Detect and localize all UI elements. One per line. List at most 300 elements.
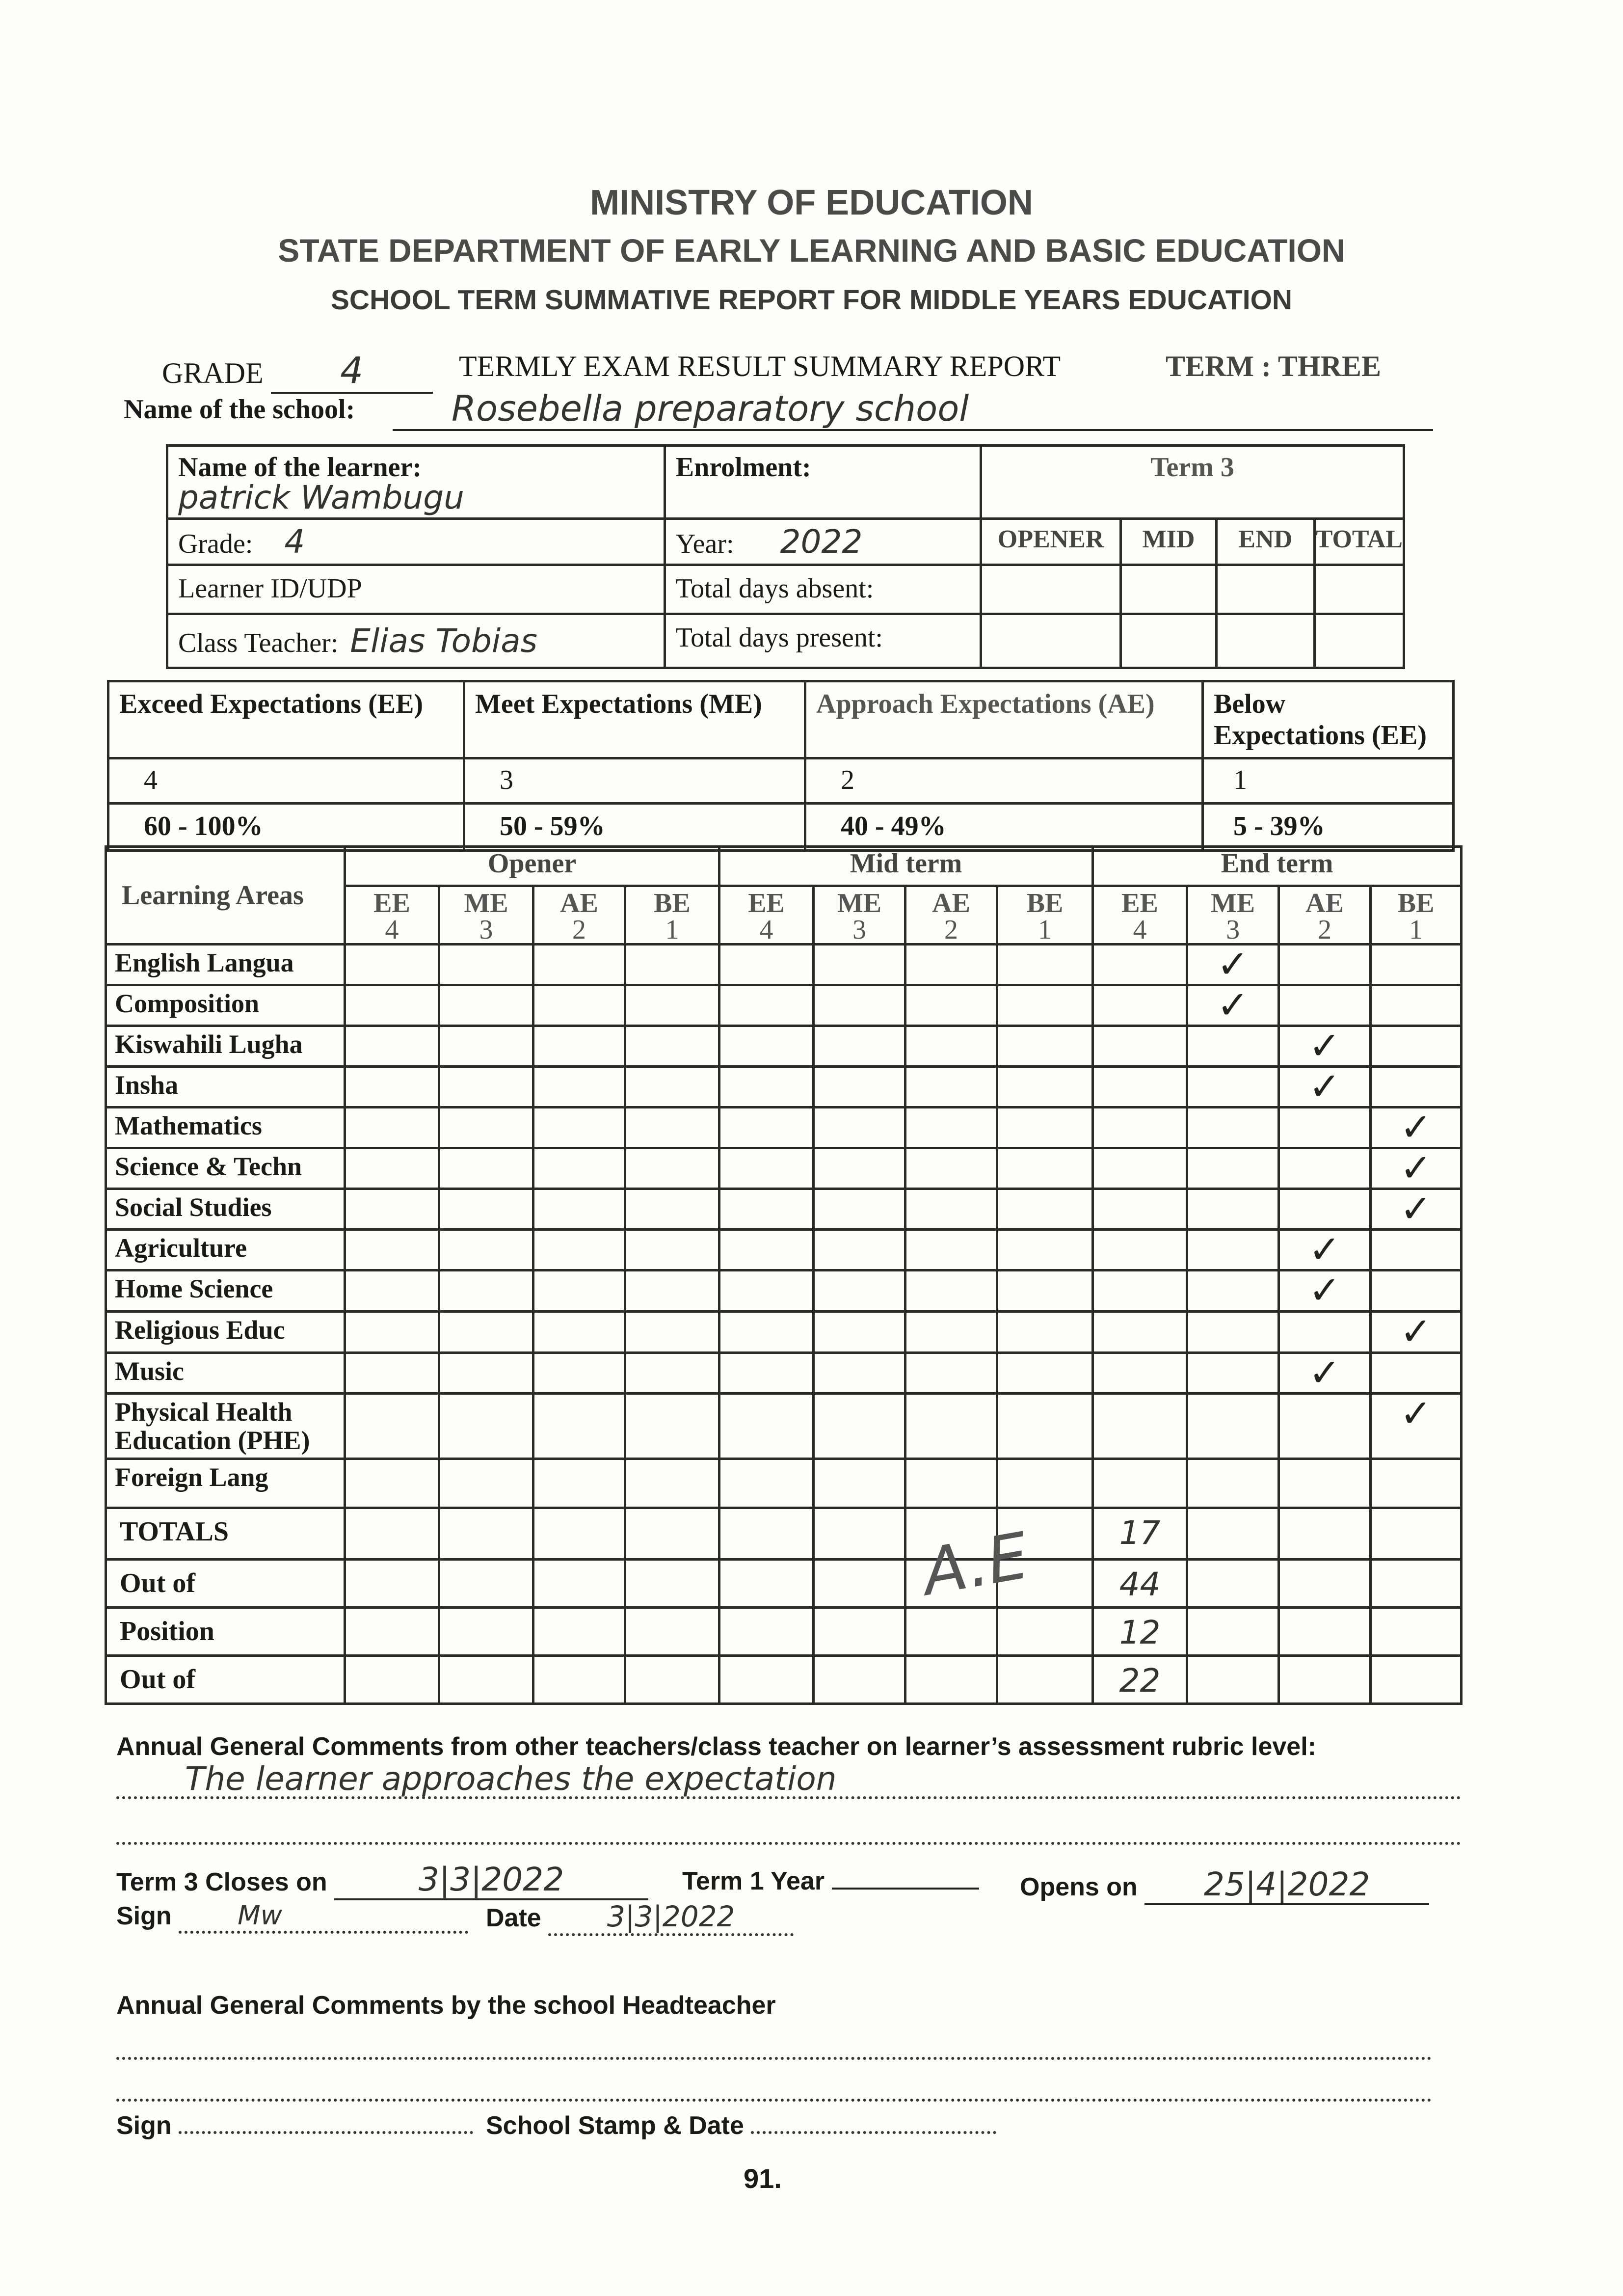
- grade-cell: [167, 519, 665, 565]
- mark-cell-mid-me: [814, 1189, 905, 1230]
- summary-row: [106, 1608, 1462, 1656]
- level-points: 4: [759, 915, 773, 945]
- mark-cell-opener-me: [439, 1148, 533, 1189]
- mark-cell-end-ae: [1279, 1459, 1371, 1508]
- period-opener: Opener: [487, 848, 577, 879]
- mark-cell-end-ae: [1279, 1107, 1371, 1148]
- subject-name-cell: [106, 1067, 345, 1107]
- summary-name-cell: [106, 1608, 345, 1656]
- level-points: 4: [385, 915, 399, 945]
- period-end: End term: [1221, 848, 1333, 879]
- head-sign-row: [116, 2111, 473, 2140]
- exp-score-cell-2: [805, 758, 1203, 804]
- exp-label-cell-3: [1203, 681, 1454, 758]
- term1-row: [682, 1863, 979, 1896]
- mark-cell-opener-me: [439, 1189, 533, 1230]
- tick-mark: ✓: [1400, 1187, 1432, 1231]
- summary-label: TERMLY EXAM RESULT SUMMARY REPORT: [459, 350, 1061, 382]
- mark-cell-opener-ee: [345, 1459, 439, 1508]
- summary-end-ee-value: 12: [1119, 1614, 1161, 1651]
- subject-name: Insha: [115, 1070, 179, 1100]
- mark-cell-opener-me: [439, 1107, 533, 1148]
- exp-range-0: 60 - 100%: [144, 811, 263, 841]
- mark-cell-mid-ee: [719, 1459, 814, 1508]
- mark-cell-end-ae: [1279, 985, 1371, 1026]
- summary-cell: [905, 1608, 997, 1656]
- end-present-cell: [1216, 614, 1314, 668]
- mark-cell-opener-be: [625, 985, 719, 1026]
- subject-name-cell: [106, 1189, 345, 1230]
- head-sign-label: Sign: [116, 2111, 172, 2140]
- mark-cell-opener-ee: [345, 1353, 439, 1394]
- mark-cell-end-me: [1187, 1148, 1279, 1189]
- mark-cell-end-me: [1187, 1312, 1279, 1353]
- subject-row: [106, 1230, 1462, 1270]
- mid-absent-cell: [1121, 565, 1217, 614]
- mark-cell-opener-ee: [345, 1312, 439, 1353]
- level-code: ME: [1210, 888, 1255, 918]
- summary-cell: [1279, 1608, 1371, 1656]
- summary-row: [106, 1560, 1462, 1608]
- exp-score-0: 4: [144, 765, 158, 795]
- summary-cell: [439, 1656, 533, 1704]
- mark-cell-end-me: [1187, 1230, 1279, 1270]
- learner-name-label: Name of the learner:: [178, 452, 422, 483]
- exp-score-cell-0: [108, 758, 464, 804]
- mark-cell-opener-ae: [533, 1067, 625, 1107]
- mark-cell-mid-me: [814, 1270, 905, 1312]
- summary-cell: [814, 1656, 905, 1704]
- exp-range-3: 5 - 39%: [1233, 811, 1325, 841]
- mark-cell-end-be: [1371, 985, 1462, 1026]
- level-points: 2: [944, 915, 958, 945]
- mark-cell-end-be: [1371, 1107, 1462, 1148]
- subject-name: Social Studies: [115, 1192, 272, 1222]
- year-cell: [665, 519, 981, 565]
- summary-cell: [1187, 1560, 1279, 1608]
- mark-cell-mid-me: [814, 1459, 905, 1508]
- end-header-cell: [1093, 847, 1462, 886]
- class-teacher-label: Class Teacher:: [178, 628, 339, 658]
- mark-cell-mid-ee: [719, 1394, 814, 1459]
- opener-present-cell: [981, 614, 1121, 668]
- learner-name-value: patrick Wambugu: [178, 479, 465, 516]
- summary-cell: [625, 1560, 719, 1608]
- year-label: Year:: [675, 529, 734, 559]
- col-mid-cell: [1121, 519, 1217, 565]
- mark-cell-opener-be: [625, 1459, 719, 1508]
- summary-cell: [1093, 1656, 1187, 1704]
- opener-header-cell: [345, 847, 719, 886]
- page-number: 91.: [744, 2163, 782, 2194]
- mark-cell-end-me: [1187, 1067, 1279, 1107]
- sign-row: [116, 1900, 468, 1934]
- class-teacher-value: Elias Tobias: [350, 622, 538, 660]
- mark-cell-end-be: [1371, 1230, 1462, 1270]
- subject-name: Science & Techn: [115, 1152, 302, 1181]
- exp-score-3: 1: [1233, 765, 1247, 795]
- learning-areas-label: Learning Areas: [122, 880, 304, 911]
- mark-cell-end-be: [1371, 1148, 1462, 1189]
- days-absent-cell: [665, 565, 981, 614]
- year-value: 2022: [780, 523, 863, 561]
- level-points: 3: [852, 915, 867, 945]
- subject-name: Physical Health Education (PHE): [115, 1397, 310, 1455]
- annual-comments-label: Annual General Comments from other teachers/class teacher on learner’s assessment rubric level:: [116, 1732, 1316, 1761]
- exp-range-cell-2: [805, 804, 1203, 851]
- summary-cell: [1187, 1508, 1279, 1560]
- mark-cell-mid-ee: [719, 1230, 814, 1270]
- summary-cell: [1279, 1656, 1371, 1704]
- mark-cell-mid-ee: [719, 945, 814, 985]
- mark-cell-end-me: [1187, 1353, 1279, 1394]
- mark-cell-opener-ee: [345, 1230, 439, 1270]
- mark-cell-end-be: [1371, 1270, 1462, 1312]
- opens-row: [1020, 1865, 1429, 1905]
- exp-score-2: 2: [841, 765, 854, 795]
- learner-name-cell: [167, 446, 665, 519]
- grade-line: [162, 350, 433, 394]
- level-code: AE: [560, 888, 598, 918]
- tick-mark: ✓: [1308, 1065, 1341, 1109]
- mark-cell-end-be: [1371, 1312, 1462, 1353]
- mid-present-cell: [1121, 614, 1217, 668]
- summary-name-cell: [106, 1560, 345, 1608]
- mark-cell-mid-be: [997, 1270, 1093, 1312]
- level-code: BE: [654, 888, 691, 918]
- subject-row: [106, 1189, 1462, 1230]
- subject-name: Agriculture: [115, 1233, 247, 1263]
- mark-cell-end-me: [1187, 1107, 1279, 1148]
- mark-cell-opener-ae: [533, 1230, 625, 1270]
- mark-cell-mid-be: [997, 1459, 1093, 1508]
- mark-cell-mid-ae: [905, 1230, 997, 1270]
- mark-cell-mid-ae: [905, 1353, 997, 1394]
- mark-cell-mid-be: [997, 985, 1093, 1026]
- mark-cell-opener-be: [625, 1312, 719, 1353]
- tick-mark: ✓: [1400, 1392, 1432, 1436]
- level-points: 4: [1133, 915, 1147, 945]
- col-end-cell: [1216, 519, 1314, 565]
- tick-mark: ✓: [1217, 983, 1249, 1027]
- mark-cell-mid-be: [997, 1394, 1093, 1459]
- subject-name-cell: [106, 985, 345, 1026]
- date-value: 3|3|2022: [548, 1900, 794, 1936]
- mark-cell-end-me: [1187, 1026, 1279, 1067]
- grade-annotation: A.E: [917, 1518, 1034, 1610]
- mark-cell-end-be: [1371, 1394, 1462, 1459]
- total-absent-cell: [1314, 565, 1404, 614]
- summary-cell: [905, 1656, 997, 1704]
- col-opener-cell: [981, 519, 1121, 565]
- learning-areas-header-cell: [106, 847, 345, 945]
- subject-row: [106, 1067, 1462, 1107]
- summary-end-ee-value: 17: [1119, 1514, 1161, 1552]
- summary-end-ee-value: 44: [1119, 1566, 1161, 1603]
- mark-cell-mid-ae: [905, 1148, 997, 1189]
- stamp-row: [486, 2111, 996, 2140]
- summary-cell: [533, 1656, 625, 1704]
- tick-mark: ✓: [1308, 1351, 1341, 1395]
- term-header: Term 3: [1150, 452, 1234, 483]
- mark-cell-opener-ae: [533, 1353, 625, 1394]
- department-heading: STATE DEPARTMENT OF EARLY LEARNING AND BASIC EDUCATION: [278, 232, 1345, 269]
- subject-row: [106, 1107, 1462, 1148]
- mark-cell-mid-ee: [719, 1026, 814, 1067]
- grade-value: 4: [271, 350, 433, 394]
- mark-cell-opener-ee: [345, 1026, 439, 1067]
- level-header-opener-ae: [533, 886, 625, 945]
- summary-cell: [625, 1656, 719, 1704]
- subject-row: [106, 985, 1462, 1026]
- mark-cell-end-ae: [1279, 1394, 1371, 1459]
- learner-id-label: Learner ID/UDP: [178, 573, 362, 604]
- col-opener: OPENER: [997, 525, 1104, 553]
- mark-cell-mid-be: [997, 1353, 1093, 1394]
- tick-mark: ✓: [1217, 943, 1249, 987]
- summary-cell: [533, 1508, 625, 1560]
- mark-cell-end-ae: [1279, 1189, 1371, 1230]
- mark-cell-opener-ee: [345, 1067, 439, 1107]
- summary-row: [106, 1656, 1462, 1704]
- level-code: EE: [1121, 888, 1158, 918]
- summary-cell: [345, 1656, 439, 1704]
- mark-cell-opener-ae: [533, 1270, 625, 1312]
- summary-cell: [997, 1608, 1093, 1656]
- mark-cell-end-ee: [1093, 985, 1187, 1026]
- mark-cell-end-ee: [1093, 945, 1187, 985]
- mark-cell-opener-me: [439, 945, 533, 985]
- subject-row: [106, 1459, 1462, 1508]
- exp-label-cell-2: [805, 681, 1203, 758]
- subject-name: Religious Educ: [115, 1315, 285, 1345]
- summary-cell: [439, 1608, 533, 1656]
- level-code: ME: [837, 888, 882, 918]
- summary-name: Out of: [120, 1568, 195, 1598]
- term-value: THREE: [1277, 350, 1381, 382]
- summary-cell: [719, 1656, 814, 1704]
- summary-cell: [1187, 1608, 1279, 1656]
- summary-end-ee-value: 22: [1119, 1662, 1161, 1700]
- mark-cell-mid-be: [997, 1067, 1093, 1107]
- exp-label-2: Approach Expectations (AE): [816, 689, 1155, 719]
- level-code: BE: [1397, 888, 1435, 918]
- tick-mark: ✓: [1308, 1024, 1341, 1068]
- mark-cell-opener-me: [439, 1270, 533, 1312]
- mark-cell-end-me: [1187, 1270, 1279, 1312]
- subject-name-cell: [106, 1026, 345, 1067]
- class-teacher-cell: [167, 614, 665, 668]
- mark-cell-mid-me: [814, 945, 905, 985]
- mark-cell-mid-me: [814, 1148, 905, 1189]
- school-label: Name of the school:: [124, 394, 355, 425]
- mark-cell-mid-me: [814, 1353, 905, 1394]
- mark-cell-end-be: [1371, 1459, 1462, 1508]
- mark-cell-opener-be: [625, 1189, 719, 1230]
- subject-name: Mathematics: [115, 1111, 262, 1140]
- mark-cell-opener-me: [439, 1312, 533, 1353]
- mark-cell-mid-ee: [719, 1067, 814, 1107]
- mark-cell-opener-ae: [533, 945, 625, 985]
- mark-cell-mid-be: [997, 1148, 1093, 1189]
- term1-value-line: [832, 1863, 979, 1890]
- mark-cell-mid-ae: [905, 1107, 997, 1148]
- mark-cell-end-be: [1371, 1026, 1462, 1067]
- exp-range-cell-0: [108, 804, 464, 851]
- subject-row: [106, 1270, 1462, 1312]
- subject-name: Composition: [115, 989, 260, 1018]
- mark-cell-opener-ee: [345, 985, 439, 1026]
- mark-cell-opener-ae: [533, 1026, 625, 1067]
- mark-cell-mid-me: [814, 1312, 905, 1353]
- mark-cell-end-be: [1371, 1353, 1462, 1394]
- mark-cell-end-me: [1187, 1394, 1279, 1459]
- summary-cell: [345, 1608, 439, 1656]
- summary-cell: [1279, 1508, 1371, 1560]
- mark-cell-end-ee: [1093, 1148, 1187, 1189]
- summary-cell: [719, 1508, 814, 1560]
- term-closes-value: 3|3|2022: [334, 1861, 648, 1900]
- learner-grade-label: Grade:: [178, 529, 253, 559]
- mark-cell-opener-be: [625, 1067, 719, 1107]
- summary-cell: [814, 1608, 905, 1656]
- mark-cell-mid-ee: [719, 1270, 814, 1312]
- mark-cell-opener-ae: [533, 1189, 625, 1230]
- sign-value: Mw: [179, 1900, 468, 1934]
- mark-cell-end-me: [1187, 1189, 1279, 1230]
- level-header-end-be: [1371, 886, 1462, 945]
- mark-cell-opener-ee: [345, 1148, 439, 1189]
- end-absent-cell: [1216, 565, 1314, 614]
- mark-cell-opener-ee: [345, 1107, 439, 1148]
- headteacher-comments-line-2: [116, 2069, 1432, 2102]
- summary-cell: [439, 1508, 533, 1560]
- level-points: 3: [479, 915, 493, 945]
- mark-cell-end-be: [1371, 945, 1462, 985]
- subject-name-cell: [106, 1270, 345, 1312]
- head-sign-line: [179, 2111, 473, 2134]
- exp-range-2: 40 - 49%: [841, 811, 946, 841]
- mark-cell-opener-ee: [345, 1189, 439, 1230]
- expectations-table: [107, 680, 1455, 852]
- exp-label-0: Exceed Expectations (EE): [119, 689, 424, 719]
- report-title: SCHOOL TERM SUMMATIVE REPORT FOR MIDDLE YEARS EDUCATION: [330, 284, 1293, 316]
- exp-range-1: 50 - 59%: [500, 811, 605, 841]
- mark-cell-opener-me: [439, 1353, 533, 1394]
- col-mid: MID: [1142, 525, 1195, 553]
- mark-cell-opener-be: [625, 945, 719, 985]
- mark-cell-opener-me: [439, 1067, 533, 1107]
- tick-mark: ✓: [1400, 1106, 1432, 1150]
- level-points: 1: [1409, 915, 1423, 945]
- summary-cell: [814, 1508, 905, 1560]
- level-header-end-ee: [1093, 886, 1187, 945]
- exp-label-cell-0: [108, 681, 464, 758]
- mark-cell-end-ae: [1279, 1270, 1371, 1312]
- enrolment-label: Enrolment:: [675, 452, 811, 483]
- level-points: 3: [1226, 915, 1240, 945]
- mark-cell-opener-be: [625, 1026, 719, 1067]
- mark-cell-mid-ae: [905, 1189, 997, 1230]
- mark-cell-mid-be: [997, 1312, 1093, 1353]
- level-header-mid-ee: [719, 886, 814, 945]
- mark-cell-end-ae: [1279, 1026, 1371, 1067]
- summary-name-cell: [106, 1656, 345, 1704]
- summary-cell: [1093, 1508, 1187, 1560]
- mark-cell-opener-be: [625, 1148, 719, 1189]
- subject-name: Music: [115, 1356, 184, 1386]
- mark-cell-opener-me: [439, 1026, 533, 1067]
- summary-name-cell: [106, 1508, 345, 1560]
- mark-cell-opener-ee: [345, 945, 439, 985]
- level-code: BE: [1026, 888, 1064, 918]
- mark-cell-end-ee: [1093, 1189, 1187, 1230]
- mark-cell-mid-me: [814, 985, 905, 1026]
- subject-name-cell: [106, 1312, 345, 1353]
- col-total: TOTAL: [1315, 525, 1403, 553]
- mark-cell-mid-ae: [905, 1270, 997, 1312]
- exp-score-cell-3: [1203, 758, 1454, 804]
- mark-cell-mid-be: [997, 1026, 1093, 1067]
- annual-comments-value: The learner approaches the expectation: [116, 1760, 1461, 1799]
- total-present-cell: [1314, 614, 1404, 668]
- summary-name: Out of: [120, 1664, 195, 1695]
- mark-cell-end-ae: [1279, 1312, 1371, 1353]
- mark-cell-opener-be: [625, 1270, 719, 1312]
- mark-cell-opener-me: [439, 985, 533, 1026]
- exp-range-cell-1: [464, 804, 805, 851]
- subject-name-cell: [106, 1107, 345, 1148]
- exp-score-1: 3: [500, 765, 513, 795]
- mark-cell-opener-ae: [533, 985, 625, 1026]
- level-code: AE: [932, 888, 970, 918]
- sign-label: Sign: [116, 1902, 172, 1930]
- subject-name: Home Science: [115, 1274, 273, 1303]
- mark-cell-opener-be: [625, 1353, 719, 1394]
- mark-cell-end-me: [1187, 945, 1279, 985]
- level-code: EE: [373, 888, 410, 918]
- ministry-heading: MINISTRY OF EDUCATION: [590, 183, 1033, 222]
- summary-cell: [1187, 1656, 1279, 1704]
- col-end: END: [1238, 525, 1293, 553]
- learner-id-cell: [167, 565, 665, 614]
- date-row: [486, 1900, 794, 1936]
- summary-cell: [533, 1608, 625, 1656]
- mark-cell-end-ee: [1093, 1230, 1187, 1270]
- mark-cell-mid-ae: [905, 985, 997, 1026]
- mark-cell-end-ae: [1279, 1230, 1371, 1270]
- mark-cell-opener-me: [439, 1459, 533, 1508]
- mark-cell-mid-ee: [719, 1107, 814, 1148]
- subject-row: [106, 1394, 1462, 1459]
- exp-range-cell-3: [1203, 804, 1454, 851]
- exp-label-1: Meet Expectations (ME): [475, 689, 762, 719]
- summary-name: TOTALS: [120, 1516, 229, 1547]
- term-header-cell: [981, 446, 1404, 519]
- mark-cell-mid-ee: [719, 1148, 814, 1189]
- mark-cell-opener-ae: [533, 1312, 625, 1353]
- level-points: 2: [1318, 915, 1332, 945]
- mark-cell-mid-me: [814, 1230, 905, 1270]
- mark-cell-mid-ee: [719, 1312, 814, 1353]
- term-closes-row: [116, 1861, 648, 1900]
- summary-cell: [439, 1560, 533, 1608]
- mark-cell-mid-ae: [905, 945, 997, 985]
- summary-cell: [1279, 1560, 1371, 1608]
- learner-info-table: [166, 444, 1405, 669]
- level-code: ME: [464, 888, 508, 918]
- mark-cell-mid-me: [814, 1026, 905, 1067]
